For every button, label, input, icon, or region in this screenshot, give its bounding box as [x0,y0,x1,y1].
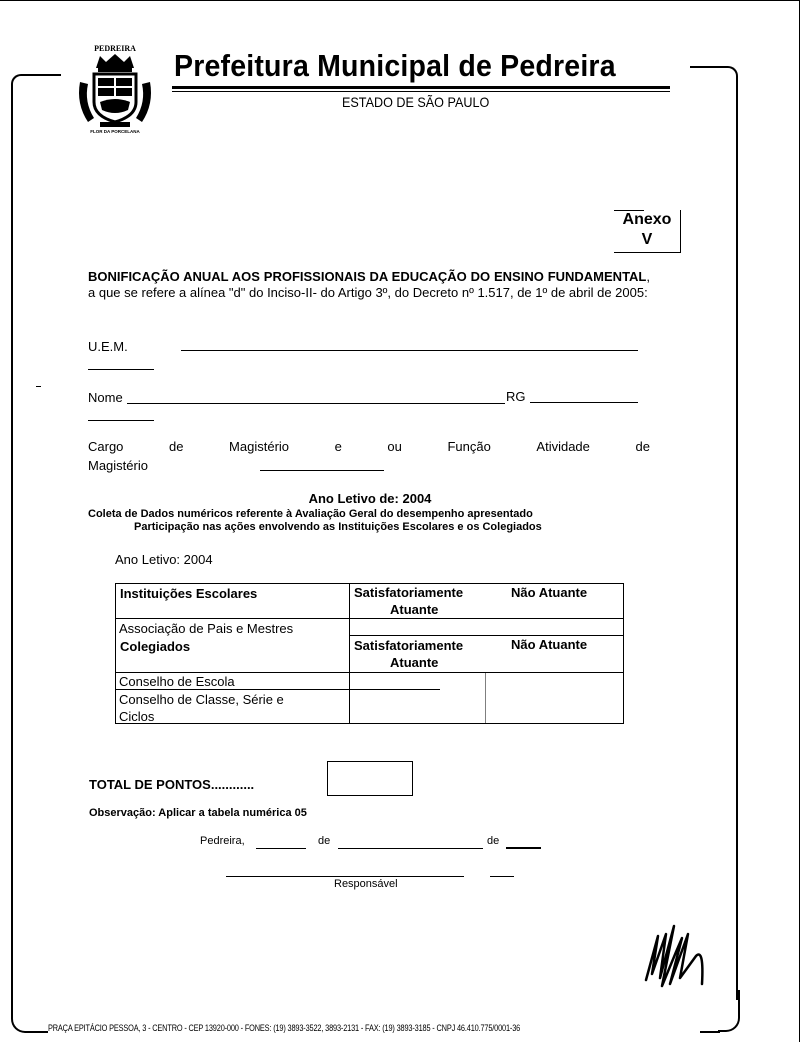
nome-label: Nome [88,390,123,405]
table-row-label: Associação de Pais e Mestres [119,621,294,636]
date-year-field[interactable] [506,847,541,849]
total-points-box[interactable] [327,761,413,796]
rg-field[interactable] [530,402,638,403]
cargo-word: de [169,439,184,454]
cargo-label-line2: Magistério [88,458,148,473]
cargo-field[interactable] [260,470,384,471]
table-cell-satisfatorio[interactable] [355,674,480,688]
uem-field[interactable] [181,350,638,351]
table-row-label: Conselho de Escola [119,674,235,689]
cargo-word: Magistério [229,439,290,454]
signature-line-end [490,876,514,877]
frame-corner-top-right [690,66,738,108]
table-cell-nao-atuante[interactable] [491,692,616,720]
cargo-word: Função [447,439,491,454]
date-de-1: de [318,835,331,847]
cargo-word: ou [387,439,402,454]
coat-of-arms-icon [74,42,156,134]
frame-right-border [736,100,738,1000]
table-cell-nao-atuante[interactable] [491,674,616,688]
observation-note: Observação: Aplicar a tabela numérica 05 [89,807,307,819]
intro-paragraph [88,269,650,301]
signature-label: Responsável [334,878,398,890]
annex-number: V [641,231,653,248]
coat-bottom-text: FLOR DA PORCELANA [90,129,140,134]
table-group-header-colegiados: Colegiados [120,639,191,654]
annex-label: Anexo [622,211,672,228]
table-row-label: Conselho de Classe, Série e [119,692,284,707]
table-cell-nao-atuante[interactable] [495,621,615,635]
cargo-label-line [88,439,650,454]
nome-field-continuation[interactable] [88,420,154,421]
table-group-header-instituicoes: Instituições Escolares [120,586,258,601]
cargo-word: e [334,439,342,454]
title-underline [172,86,670,89]
evaluation-table [115,583,624,724]
signature-line[interactable] [226,876,464,877]
school-year-label: Ano Letivo: 2004 [115,552,213,567]
uem-label: U.E.M. [88,339,128,354]
frame-corner-bottom-left [11,985,48,1033]
section-subtitle-1: Coleta de Dados numéricos referente à Avaliação Geral do desempenho apresentado [88,508,533,520]
intro-text: , a que se refere a alínea "d" do Inciso-II- do Artigo 3º, do Decreto nº 1.517, de 1º de abril de 2005: [88,269,650,300]
annex-box [614,210,681,253]
uem-field-continuation[interactable] [88,369,154,370]
footer-address: PRAÇA EPITÁCIO PESSOA, 3 - CENTRO - CEP 13920-000 - FONES: (19) 3893-3522, 3893-2131 - FAX: (19) 3893-3185 - CNPJ 46.410.775/0001-36 [48,1023,521,1033]
page-top-edge [0,0,800,1]
scan-mark [36,386,41,387]
page-title: Prefeitura Municipal de Pedreira [174,48,616,83]
section-title: Ano Letivo de: 2004 [308,491,432,506]
table-cell-satisfatorio[interactable] [355,621,485,635]
date-day-field[interactable] [256,848,306,849]
intro-bold: BONIFICAÇÃO ANUAL AOS PROFISSIONAIS DA EDUCAÇÃO DO ENSINO FUNDAMENTAL [88,269,647,284]
col-header-satisfatorio: Satisfatoriamente [354,585,464,600]
col-header-satisfatorio: Satisfatoriamente [354,638,464,653]
rg-label: RG [506,389,526,404]
col-header-satisfatorio-2: Atuante [390,655,439,670]
nome-field[interactable] [127,403,505,404]
frame-left-border [11,130,13,988]
date-city: Pedreira, [200,835,245,847]
handwritten-signature-icon [640,912,720,992]
date-de-2: de [487,835,500,847]
footer-rule-left [30,1031,46,1033]
cargo-word: Atividade [536,439,590,454]
cargo-word: de [635,439,650,454]
section-subtitle-2: Participação nas ações envolvendo as Instituições Escolares e os Colegiados [134,521,542,533]
col-header-nao-atuante: Não Atuante [511,585,588,600]
col-header-satisfatorio-2: Atuante [390,602,439,617]
frame-corner-top-left [11,74,61,136]
coat-top-text: PEDREIRA [94,44,136,53]
table-cell-satisfatorio[interactable] [355,692,480,720]
total-points-label: TOTAL DE PONTOS............ [89,777,255,792]
page-subtitle: ESTADO DE SÃO PAULO [342,94,490,110]
table-row-label-line2: Ciclos [119,709,155,724]
footer-rule-right [700,1031,720,1033]
col-header-nao-atuante: Não Atuante [511,637,588,652]
frame-corner-bottom-right [718,990,740,1032]
title-underline-thin [172,91,670,92]
cargo-word: Cargo [88,439,124,454]
date-month-field[interactable] [338,848,483,849]
